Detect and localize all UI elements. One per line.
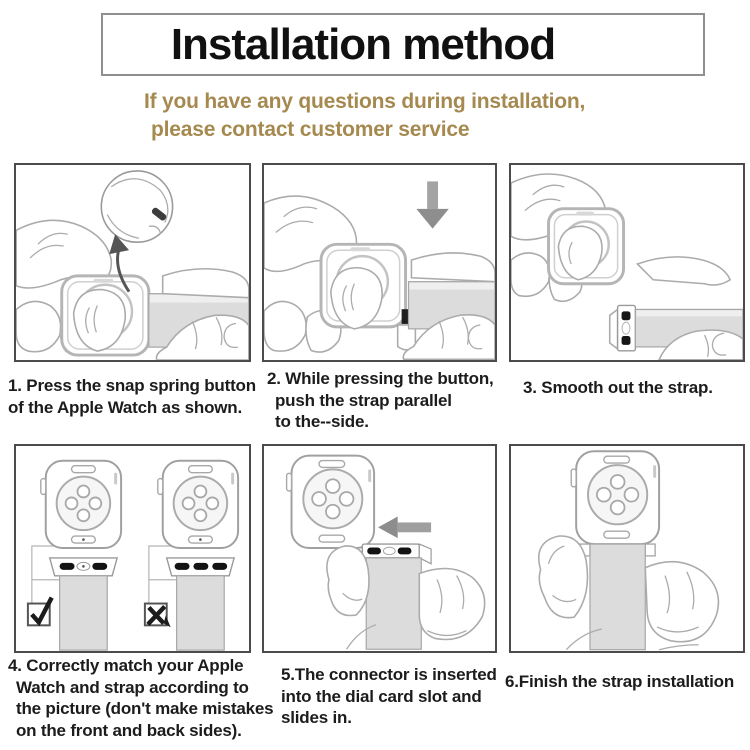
step-4-panel [14, 444, 251, 653]
watch-back [571, 451, 659, 544]
title-box [101, 13, 705, 76]
step-6-illustration [511, 446, 743, 651]
caption-line: 1. Press the snap spring button [8, 376, 256, 395]
caption-line: the picture (don't make mistakes [16, 699, 274, 718]
caption-line: slides in. [281, 708, 352, 727]
wrong-connector [167, 558, 234, 576]
caption-line: of the Apple Watch as shown. [8, 397, 242, 417]
step-3-panel [509, 163, 745, 362]
subtitle [144, 88, 585, 144]
step-5-panel [262, 444, 497, 653]
step-5-caption [281, 664, 497, 729]
subtitle-line-2: please contact customer service [151, 118, 470, 141]
caption-line: into the dial card slot and [281, 686, 482, 706]
step-2-caption [267, 368, 494, 433]
correct-connector [50, 558, 117, 576]
attached-strap [580, 544, 655, 650]
caption-line: on the front and back sides). [16, 720, 242, 740]
step-5-illustration [264, 446, 495, 651]
subtitle-line-1: If you have any questions during installation, [144, 90, 586, 113]
step-1-panel [14, 163, 251, 362]
step-6-caption [505, 671, 734, 693]
down-arrow-icon [416, 181, 448, 228]
caption-line: 4. Correctly match your Apple [8, 656, 244, 675]
step-3-caption [523, 377, 713, 399]
correct-strap [60, 576, 108, 650]
left-arrow-icon [378, 517, 431, 539]
magnifier-inset-icon [101, 171, 172, 242]
strap [366, 558, 421, 649]
caption-line: 3. Smooth out the strap. [523, 378, 713, 397]
strap-connector [610, 305, 636, 350]
caption-line: 2. While pressing the button, [267, 369, 494, 388]
snap-spring-latch [402, 309, 409, 324]
index-finger [637, 257, 730, 285]
step-3-illustration [511, 165, 743, 360]
wrong-strap [177, 576, 225, 650]
cross-icon [145, 604, 171, 628]
caption-line: push the strap parallel [275, 390, 452, 410]
step-1-illustration [16, 165, 249, 360]
step-2-illustration [264, 165, 495, 360]
caption-line: 5.The connector is inserted [281, 665, 497, 684]
caption-line: to the--side. [275, 412, 369, 431]
step-4-caption [8, 655, 273, 741]
step-4-illustration [16, 446, 249, 651]
page-title: Installation method [170, 19, 556, 69]
step-1-caption [8, 375, 256, 418]
caption-line: 6.Finish the strap installation [505, 672, 735, 691]
watch-back [287, 456, 374, 548]
step-6-panel [509, 444, 745, 653]
caption-line: Watch and strap according to [16, 677, 249, 697]
step-2-panel [262, 163, 497, 362]
